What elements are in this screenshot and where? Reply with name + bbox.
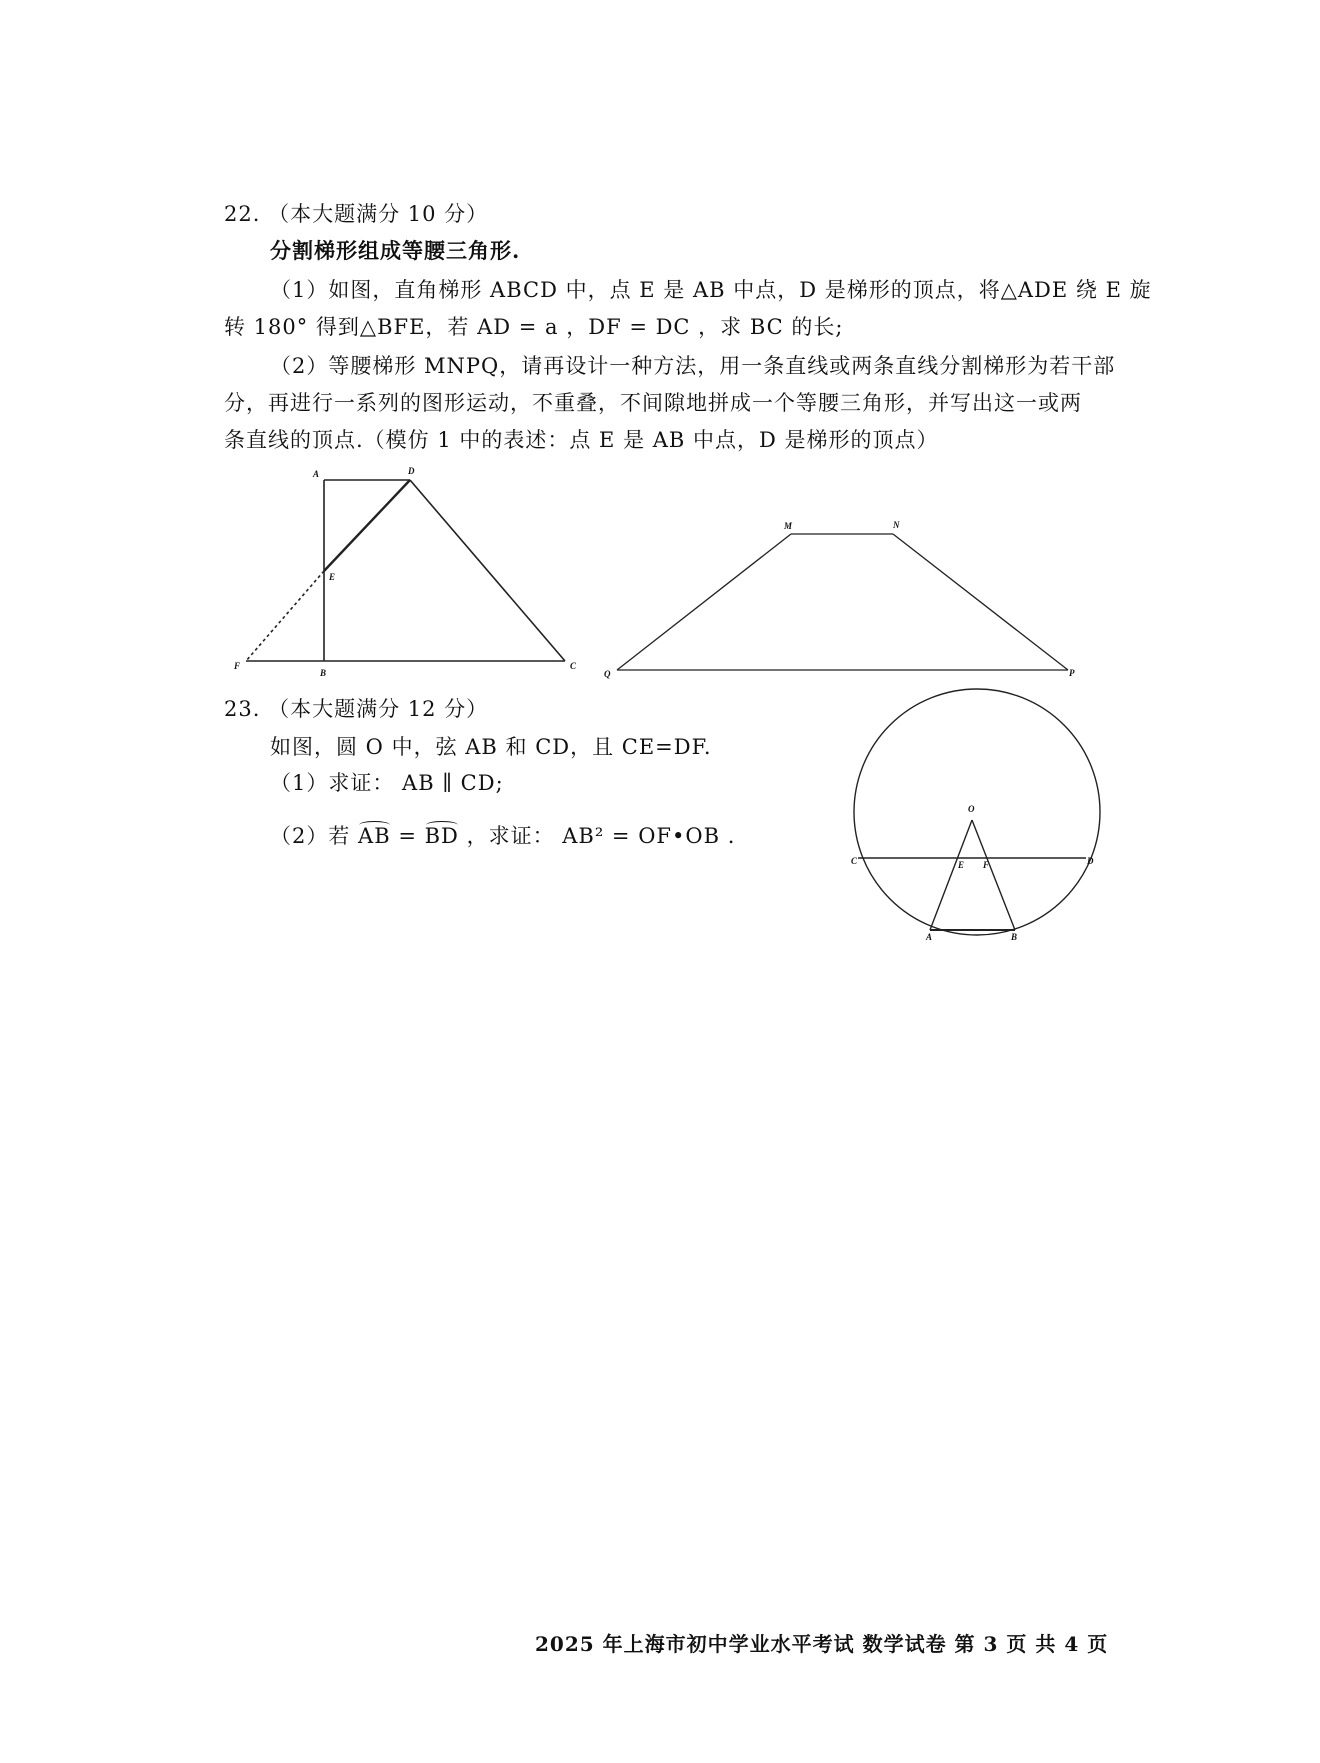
figure-trapezoid-mnpq: [617, 534, 1068, 670]
label-circle-b: B: [1011, 932, 1018, 942]
figure-circle-o: [854, 689, 1100, 935]
label-circle-c: C: [851, 856, 858, 866]
page-footer: 2025 年上海市初中学业水平考试 数学试卷 第 3 页 共 4 页: [535, 1632, 1109, 1656]
q23-part1: （1）求证： AB ∥ CD;: [270, 771, 504, 795]
label-n: N: [893, 520, 900, 530]
q23-part2-suffix: ，求证： AB² = OF•OB .: [458, 824, 736, 848]
q23-header: 23. （本大题满分 12 分）: [224, 697, 489, 721]
q22-header: 22. （本大题满分 10 分）: [224, 202, 489, 226]
q23-part2-eq: =: [390, 824, 425, 848]
label-d: D: [408, 466, 415, 476]
label-p: P: [1069, 668, 1075, 678]
label-circle-f: F: [983, 860, 990, 870]
circle-o: [854, 689, 1100, 935]
label-c: C: [570, 661, 577, 671]
segment-ef-dashed: [246, 571, 324, 661]
figure-trapezoid-abcd: [246, 480, 565, 661]
segment-oa: [930, 820, 972, 930]
label-circle-d: D: [1087, 856, 1094, 866]
label-o: O: [968, 804, 975, 814]
label-e: E: [329, 572, 336, 582]
arc-bd: BD: [424, 824, 459, 848]
label-q: Q: [604, 669, 611, 679]
q22-intro: 分割梯形组成等腰三角形.: [270, 238, 521, 263]
label-a: A: [313, 469, 320, 479]
segment-de: [324, 480, 410, 571]
q23-part2: [270, 820, 735, 850]
q23-part2-prefix: （2）若: [270, 824, 359, 848]
segment-ob: [972, 820, 1015, 930]
q22-part1-line1: （1）如图，直角梯形 ABCD 中，点 E 是 AB 中点，D 是梯形的顶点，将△ADE 绕 E 旋: [270, 278, 1152, 302]
label-circle-e: E: [958, 860, 965, 870]
label-circle-a: A: [926, 932, 933, 942]
segment-np: [893, 534, 1068, 670]
label-m: M: [784, 521, 793, 531]
q22-part2-line1: （2）等腰梯形 MNPQ，请再设计一种方法，用一条直线或两条直线分割梯形为若干部: [270, 354, 1116, 378]
segment-mq: [617, 534, 791, 670]
label-f: F: [234, 661, 241, 671]
q23-intro: 如图，圆 O 中，弦 AB 和 CD，且 CE=DF.: [270, 735, 712, 759]
q22-part2-line3: 条直线的顶点.（模仿 1 中的表述：点 E 是 AB 中点，D 是梯形的顶点）: [224, 428, 939, 452]
q22-part2-line2: 分，再进行一系列的图形运动，不重叠，不间隙地拼成一个等腰三角形，并写出这一或两: [224, 391, 1082, 415]
segment-dc: [410, 480, 565, 661]
arc-ab: AB: [358, 824, 391, 848]
q22-part1-line2: 转 180° 得到△BFE，若 AD = a ，DF = DC ，求 BC 的长;: [224, 315, 844, 339]
label-b: B: [320, 668, 327, 678]
